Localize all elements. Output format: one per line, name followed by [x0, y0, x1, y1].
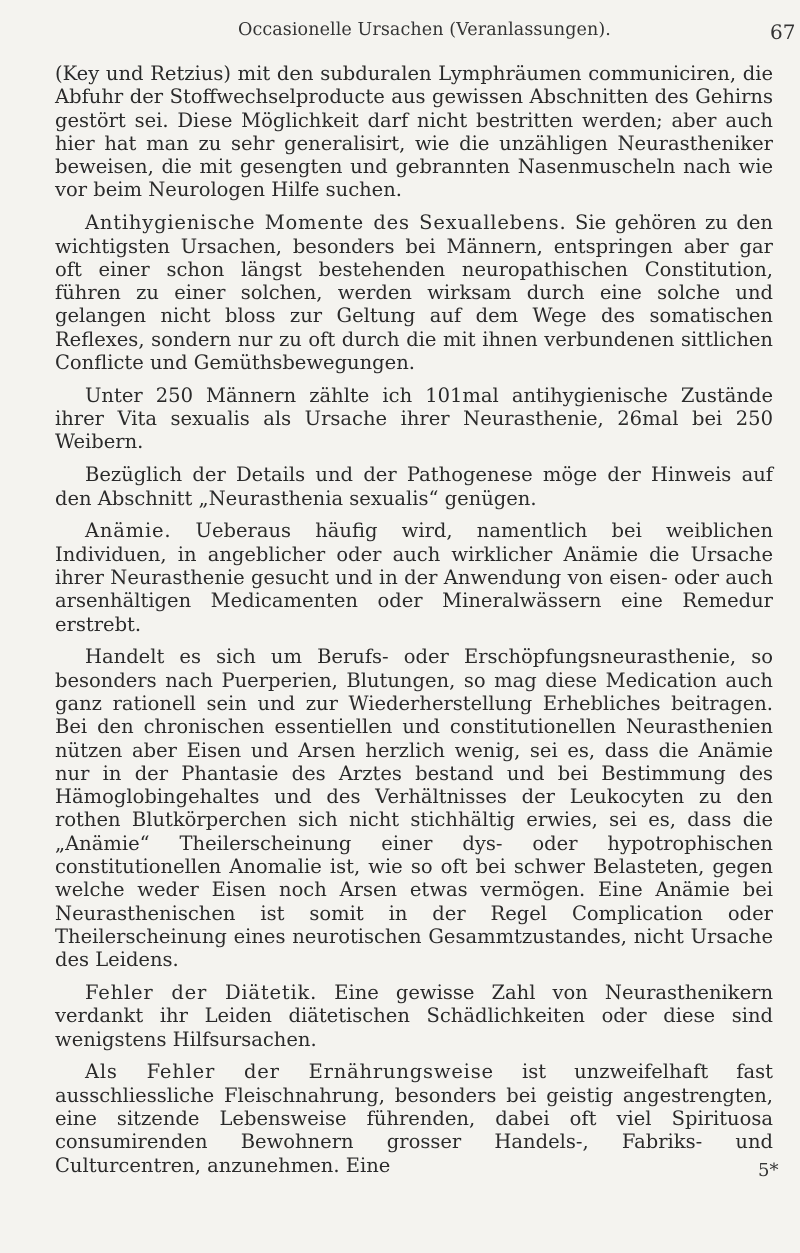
body-text — [55, 62, 773, 1186]
paragraph-5-text: Ueberaus häufig wird, namentlich bei weiblichen Individuen, in angeblicher oder auch wirklicher Anämie die Ursache ihrer Neurasthenie gesucht und in der Anwendung von eisen- oder auch arsenhältigen Medicamenten oder Mineralwässern eine Remedur erstrebt. — [55, 519, 773, 636]
paragraph-7 — [55, 981, 773, 1051]
paragraph-1-text: (Key und Retzius) mit den subduralen Lymphräumen communiciren, die Abfuhr der Stoffwechselproducte aus gewissen Abschnitten des Gehirns gestört sei. Diese Möglichkeit darf nicht bestritten werden; aber auch hier hat man zu sehr generalisirt, wie die unzähligen Neurastheniker beweisen, die mit gesengten und gebrannten Nasenmuscheln nach wie vor beim Neurologen Hilfe suchen. — [55, 62, 773, 202]
paragraph-6 — [55, 645, 773, 971]
paragraph-4 — [55, 463, 773, 510]
signature-mark: 5* — [758, 1160, 779, 1181]
paragraph-7-text: Eine gewisse Zahl von Neurasthenikern verdankt ihr Leiden diätetischen Schädlichkeiten oder diese sind wenigstens Hilfsursachen. — [55, 980, 773, 1051]
page-number: 67 — [770, 20, 796, 44]
paragraph-5 — [55, 519, 773, 635]
paragraph-6-text: Handelt es sich um Berufs- oder Erschöpfungsneurasthenie, so besonders nach Puerperien, Blutungen, so mag diese Medication auch ganz rationell sein und zur Wiederherstellung Erhebliches beitragen. Bei den chronischen essentiellen und constitutionellen Neurasthenien nützen aber Eisen und Arsen herzlich wenig, sei es, dass die Anämie nur in der Phantasie des Arztes bestand und bei Bestimmung des Hämoglobingehaltes und des Verhältnisses der Leukocyten zu den rothen Blutkörperchen sich nicht stichhältig erwies, sei es, dass die „Anämie“ Theilerscheinung einer dys- oder hypotrophischen constitutionellen Anomalie ist, wie so oft bei schwer Belasteten, gegen welche weder Eisen noch Arsen etwas vermögen. Eine Anämie bei Neurasthenischen ist somit in der Regel Complication oder Theilerscheinung eines neurotischen Gesammtzustandes, nicht Ursache des Leidens. — [55, 645, 773, 972]
paragraph-8-lead: Als Fehler der Ernährungsweise — [85, 1060, 494, 1084]
paragraph-4-text: Bezüglich der Details und der Pathogenese möge der Hinweis auf den Abschnitt „Neurasthenia sexualis“ genügen. — [55, 463, 773, 510]
running-title: Occasionelle Ursachen (Veranlassungen). — [238, 20, 611, 40]
paragraph-3-text: Unter 250 Männern zählte ich 101mal antihygienische Zustände ihrer Vita sexualis als Ursache ihrer Neurasthenie, 26mal bei 250 Weibern. — [55, 383, 773, 454]
paragraph-1 — [55, 62, 773, 202]
paragraph-2-lead: Antihygienische Momente des Sexuallebens. — [85, 211, 567, 235]
paragraph-2-text: Sie gehören zu den wichtigsten Ursachen, besonders bei Männern, entspringen aber gar oft einer schon längst bestehenden neuropathischen Constitution, führen zu einer solchen, werden wirksam durch eine solche und gelangen nicht bloss zur Geltung auf dem Wege des somatischen Reflexes, sondern nur zu oft durch die mit ihnen verbundenen sittlichen Conflicte und Gemüthsbewegungen. — [55, 211, 773, 375]
paragraph-3 — [55, 384, 773, 454]
paragraph-7-lead: Fehler der Diätetik. — [85, 980, 318, 1004]
paragraph-2 — [55, 211, 773, 374]
paragraph-5-lead: Anämie. — [85, 519, 172, 543]
paragraph-8-text: ist unzweifelhaft fast ausschliessliche Fleischnahrung, besonders bei geistig angestrengten, eine sitzende Lebensweise führenden, dabei oft viel Spirituosa consumirenden Bewohnern grosser Handels-, Fabriks- und Culturcentren, anzunehmen. Eine — [55, 1060, 773, 1177]
paragraph-8 — [55, 1060, 773, 1176]
